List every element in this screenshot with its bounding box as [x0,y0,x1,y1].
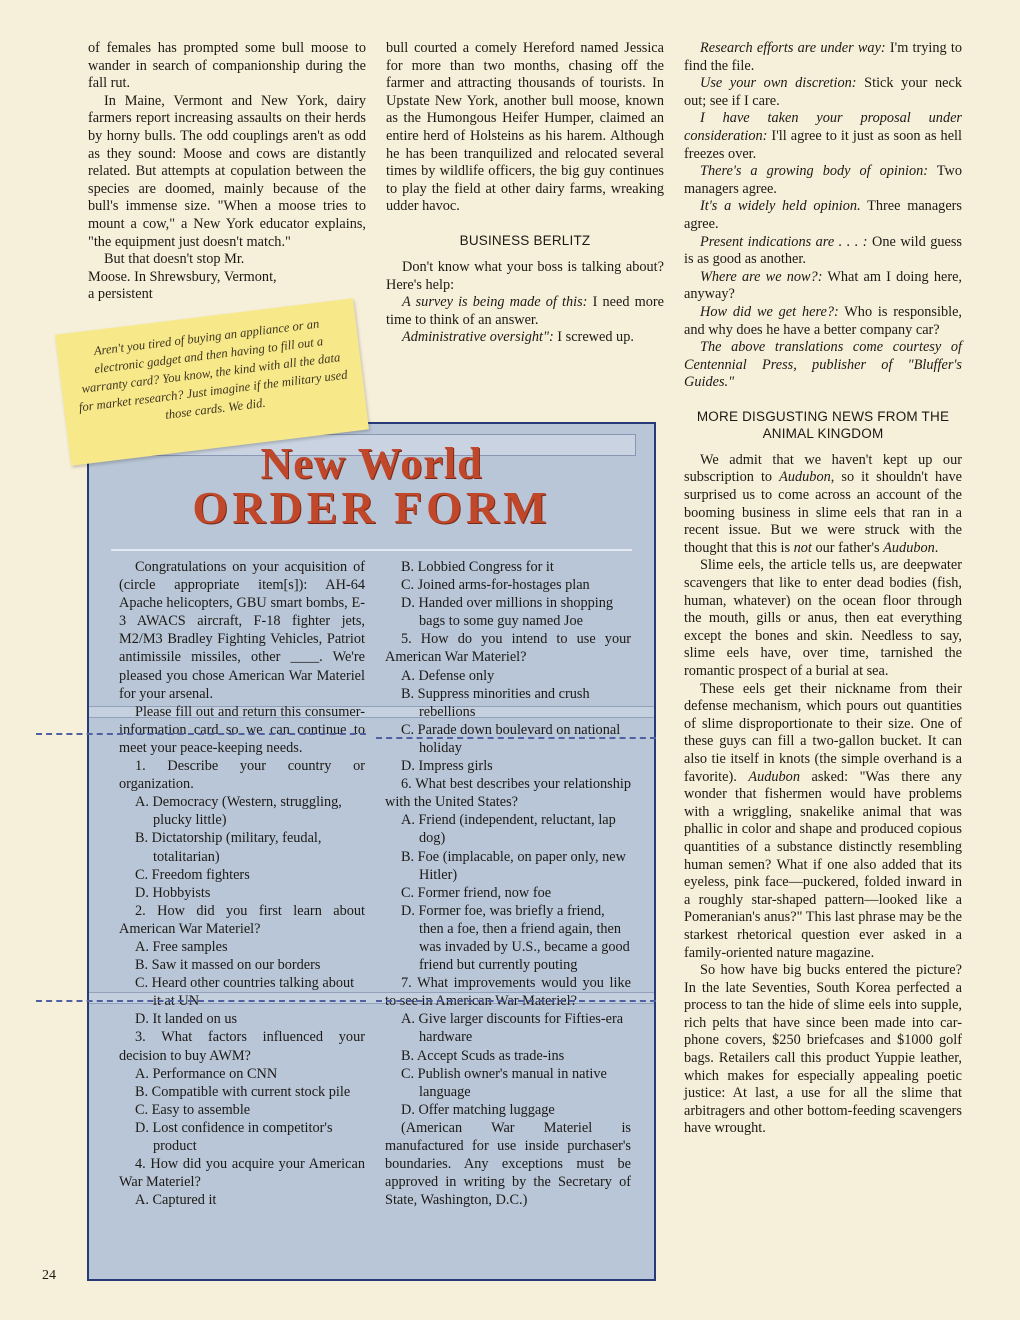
berlitz-term: A survey is being made of this: [402,294,588,311]
animal-kingdom-heading: MORE DISGUSTING NEWS FROM THE ANIMAL KINGDOM [696,408,950,441]
berlitz-term: I have taken your proposal under consideration: [684,110,962,144]
eel-paragraph-4: So how have big bucks entered the picture? In the late Seventies, South Korea perfected a process to tan the hide of slime eels into supple, rich pelts that have since been made into car-phone covers, $250 briefcases and $1000 golf bags. Retailers call this product Yuppie leather, which makes for especially appealing poetic justice: At last, a use for all the slime that arbitragers and other bottom-feeding scavengers have wrought. [684,962,962,1137]
answer-option: D. Offer matching luggage [401,1101,555,1118]
answer-option: D. Lost confidence in competitor's product [135,1119,333,1154]
answer-option: A. Democracy (Western, struggling, plucky little) [135,794,342,829]
berlitz-meaning: I need more time to think of an answer. [386,294,664,328]
question-6: 6. What best describes your relationship with the United States? [385,776,631,811]
answer-option: B. Lobbied Congress for it [401,559,554,575]
answer-option: A. Give larger discounts for Fifties-era hardware [401,1011,624,1046]
answer-option: A. Captured it [135,1192,217,1209]
berlitz-term: Where are we now?: [700,268,823,285]
answer-option: D. Handed over millions in shopping bags to some guy named Joe [401,595,614,630]
berlitz-term: It's a widely held opinion. [700,198,861,215]
magazine-name: Audubon [883,539,935,556]
answer-option: C. Former friend, now foe [401,884,552,901]
page-number: 24 [42,1268,56,1283]
berlitz-meaning: One wild guess is as good as another. [684,233,962,268]
berlitz-meaning: Who is responsible, and why does he have a better company car? [684,303,962,338]
berlitz-term: How did we get here?: [700,303,839,320]
moose-paragraph-2: In Maine, Vermont and New York, dairy farmers report increasing assaults on their herds by horny bulls. The odd couplings aren't as odd as they sound: Moose and cows are distantly related. But attempts at copulation between the species are doomed, mainly because of the bull's immense size. "When a moose tries to mount a cow," a New York educator explains, "the equipment just doesn't match." [88,92,366,250]
question-1: 1. Describe your country or organization. [119,758,365,793]
berlitz-item [684,40,962,75]
answer-option: A. Defense only [401,667,495,684]
answer-option: A. Performance on CNN [135,1065,278,1082]
berlitz-item [386,294,664,329]
column-left [88,40,366,304]
order-form-box [87,422,656,1281]
text-run: asked: "Was there any wonder that fishermen would have problems with a wriggling, snakelike animal that was phallic in color and shape and produced copious quantities of a substance distinctly resembling human semen? What if one also added that its eyeless, pink face—puckered, folded inward in a roughly star-shaped pattern—looked like a Pomeranian's anus?" This last phrase may be the starkest rhetorical question ever asked in a family-oriented nature magazine. [684,768,962,961]
answer-option: C. Joined arms-for-hostages plan [401,577,590,594]
magazine-name: Audubon [779,469,831,486]
eel-paragraph-1 [684,452,962,558]
answer-option: D. Hobbyists [135,884,211,901]
berlitz-item [684,304,962,339]
berlitz-item [684,234,962,269]
answer-option: B. Saw it massed on our borders [135,957,321,974]
berlitz-meaning: I screwed up. [553,329,634,346]
credit-text: The above translations come courtesy of Centennial Press, publisher of "Bluffer's Guides." [684,339,962,391]
answer-option: C. Publish owner's manual in native language [401,1065,607,1100]
question-5: 5. How do you intend to use your American War Materiel? [385,631,631,666]
answer-option: D. Impress girls [401,758,493,775]
berlitz-term: Administrative oversight": [402,329,554,346]
sticky-note-text: Aren't you tired of buying an appliance or an electronic gadget and then having to fill out a warranty card? You know, the kind with all the data for market research? Just imagine if the military used those cards. We did. [78,316,349,422]
berlitz-term: Research efforts are under way: [700,40,886,56]
form-left-column [119,558,365,1209]
magazine-name: Audubon [748,768,800,785]
berlitz-item [684,269,962,304]
form-intro: Congratulations on your acquisition of (circle appropriate item[s]): AH-64 Apache helicopters, GBU smart bombs, E-3 AWACS aircraft, F-18 fighter jets, M2/M3 Bradley Fighting Vehicles, Patriot antimissile missiles, other ____. We're pleased you chose American War Materiel for your arsenal. [119,559,365,702]
question-2: 2. How did you first learn about American War Materiel? [119,902,365,937]
form-title [89,439,654,533]
answer-option: D. It landed on us [135,1011,238,1028]
berlitz-item [684,110,962,163]
question-3: 3. What factors influenced your decision to buy AWM? [119,1029,365,1064]
berlitz-item [684,198,962,233]
answer-option: B. Accept Scuds as trade-ins [401,1047,565,1064]
berlitz-item [684,163,962,198]
answer-option: C. Parade down boulevard on national holiday [401,721,621,756]
berlitz-term: There's a growing body of opinion: [700,163,929,180]
berlitz-intro: Don't know what your boss is talking about? Here's help: [386,258,664,293]
berlitz-meaning: Three managers agree. [684,198,962,232]
translations-credit [684,339,962,392]
emphasis-word: not [793,539,812,556]
eel-paragraph-3 [684,681,962,963]
text-run: These eels get their nickname from their defense mechanism, which pours out quantities of slime disproportionate to their size. One of these guys can fill a two-gallon bucket. It can also tie itself in knots (the simple overhand is a favorite). [684,680,962,785]
answer-option: B. Compatible with current stock pile [135,1083,351,1100]
text-run: , so it shouldn't have surprised us to come across an account of the booming business in slime eels that ran in a recent issue. But we were struck with the thought that this is [684,469,962,556]
answer-option: D. Former foe, was briefly a friend, then a foe, then a friend again, then was invaded by U.S., became a good friend but currently pouting [401,902,630,974]
question-7: 7. What improvements would you like to see in American War Materiel? [385,975,631,1010]
text-run: We admit that we haven't kept up our subscription to [684,451,962,486]
answer-option: A. Free samples [135,938,228,955]
eel-paragraph-2: Slime eels, the article tells us, are deepwater scavengers that like to enter dead bodies (fish, human, whatever) on the ocean floor through the mouth, gills or anus, then eat everything except the bones and skin. Needless to say, slime eels have, over time, tarnished the romantic prospect of a burial at sea. [684,557,962,679]
answer-option: A. Friend (independent, reluctant, lap dog) [401,812,616,847]
text-run: . [934,539,939,556]
answer-option: C. Easy to assemble [135,1101,251,1118]
text-run: our father's [811,539,884,556]
berlitz-item [684,75,962,110]
berlitz-term: Present indications are . . . : [700,233,868,250]
cut-line-left-top [36,733,366,735]
form-title-line-1: New World [260,439,483,488]
answer-option: C. Freedom fighters [135,866,250,883]
berlitz-item [386,329,664,347]
berlitz-meaning: I'm trying to find the file. [684,40,962,74]
moose-paragraph-cont: bull courted a comely Hereford named Jessica for more than two months, chasing off the farmer and attracting thousands of tourists. In Upstate New York, another bull moose, known as the Humongous Heifer Humper, claimed an entire herd of Holsteins as his harem. Although he has been tranquilized and relocated several times by wildlife officers, the big guy continues to play the field at other dairy farms, wreaking udder havoc. [386,40,664,215]
berlitz-term: Use your own discretion: [700,75,857,92]
form-title-rule [111,549,632,551]
answer-option: C. Heard other countries talking about it at UN [135,975,355,1010]
cut-line-left-bottom [36,1000,366,1002]
cut-line-right-top [376,737,656,739]
form-right-column [385,558,631,1209]
berlitz-meaning: Two managers agree. [684,163,962,197]
column-right [684,40,962,1138]
answer-option: B. Foe (implacable, on paper only, new Hitler) [401,848,626,883]
form-title-line-2: ORDER FORM [192,482,551,533]
answer-option: B. Dictatorship (military, feudal, totalitarian) [135,830,322,865]
berlitz-meaning: What am I doing here, anyway? [684,268,963,303]
answer-option: B. Suppress minorities and crush rebellions [401,685,590,720]
business-berlitz-heading: BUSINESS BERLITZ [459,232,591,248]
moose-paragraph-3: But that doesn't stop Mr. Moose. In Shrewsbury, Vermont, a persistent [88,251,277,303]
berlitz-meaning: Stick your neck out; see if I care. [684,75,962,109]
moose-paragraph-1: of females has prompted some bull moose to wander in search of companionship during the fall rut. [88,40,366,92]
cut-line-right-bottom [376,1000,656,1002]
berlitz-meaning: I'll agree to it just as soon as hell freezes over. [684,127,962,162]
question-4: 4. How did you acquire your American War Materiel? [119,1156,365,1191]
column-middle [386,40,664,347]
form-disclaimer: (American War Materiel is manufactured for use inside purchaser's boundaries. Any exceptions must be approved in writing by the Secretary of State, Washington, D.C.) [385,1119,631,1209]
form-instructions: Please fill out and return this consumer-information card so we can continue to meet your peace-keeping needs. [119,703,365,756]
